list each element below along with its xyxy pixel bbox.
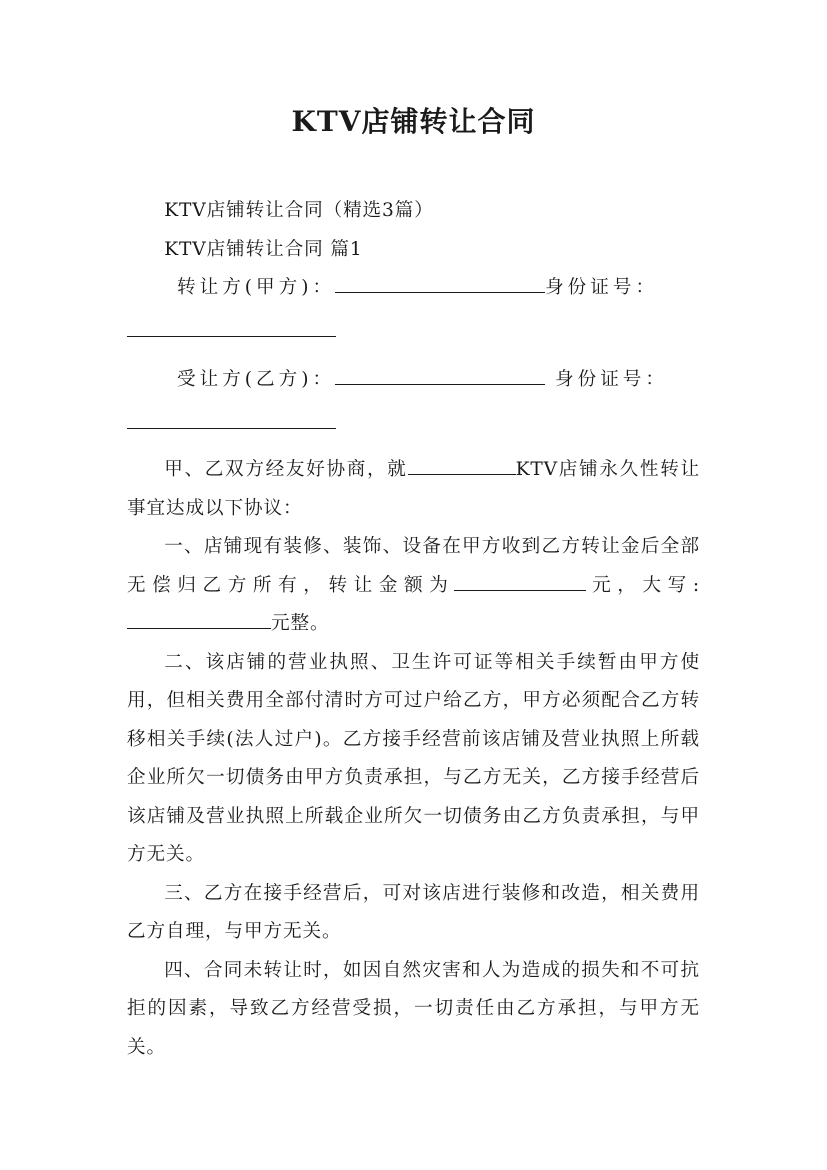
clause1-mid: 元，大写: xyxy=(586,574,701,596)
clause-3: 三、乙方在接手经营后，可对该店进行装修和改造，相关费用乙方自理，与甲方无关。 xyxy=(127,882,700,942)
clause1-post: 元整。 xyxy=(271,613,330,634)
transferor-name-blank xyxy=(335,272,545,293)
intro-post: KTV店铺永久性转让事宜达成以下协议： xyxy=(127,459,700,519)
clause-1 xyxy=(127,528,700,644)
intro-paragraph xyxy=(127,451,700,528)
document-body xyxy=(127,192,700,1067)
transferee-id-blank xyxy=(127,411,336,429)
amount-words-blank xyxy=(127,608,271,629)
transferor-id-row xyxy=(127,307,700,345)
document-title: KTV店铺转让合同 xyxy=(291,105,536,138)
amount-blank xyxy=(454,570,586,591)
clause-2: 二、该店铺的营业执照、卫生许可证等相关手续暂由甲方使用，但相关费用全部付清时方可过户给乙方，甲方必须配合乙方转移相关手续(法人过户)。乙方接手经营前该店铺及营业执照上所载企业所欠一切债务由甲方负责承担，与乙方无关，乙方接手经营后该店铺及营业执照上所载企业所欠一切债务由乙方负责承担，与甲方无关。 xyxy=(127,651,700,865)
transferee-id-label: 身份证号： xyxy=(555,369,668,390)
intro-blank xyxy=(408,454,516,475)
transferee-label: 受让方(乙方)： xyxy=(177,369,336,390)
transferee-row xyxy=(127,361,700,399)
transferor-row xyxy=(127,269,700,307)
transferor-id-blank xyxy=(127,319,336,337)
transferee-name-blank xyxy=(335,364,545,385)
clause-4: 四、合同未转让时，如因自然灾害和人为造成的损失和不可抗拒的因素，导致乙方经营受损，一切责任由乙方承担，与甲方无关。 xyxy=(127,959,700,1058)
intro-pre: 甲、乙双方经友好协商，就 xyxy=(164,459,408,480)
section-heading: KTV店铺转让合同 篇1 xyxy=(164,238,363,260)
clause1-pre: 一、店铺现有装修、装饰、设备在甲方收到乙方转让金后全部无偿归乙方所有，转让金额为 xyxy=(127,536,700,596)
transferor-id-label: 身份证号： xyxy=(545,277,659,298)
transferor-label: 转让方(甲方)： xyxy=(177,277,336,298)
subtitle: KTV店铺转让合同（精选3篇） xyxy=(164,200,434,221)
transferee-id-row xyxy=(127,399,700,437)
